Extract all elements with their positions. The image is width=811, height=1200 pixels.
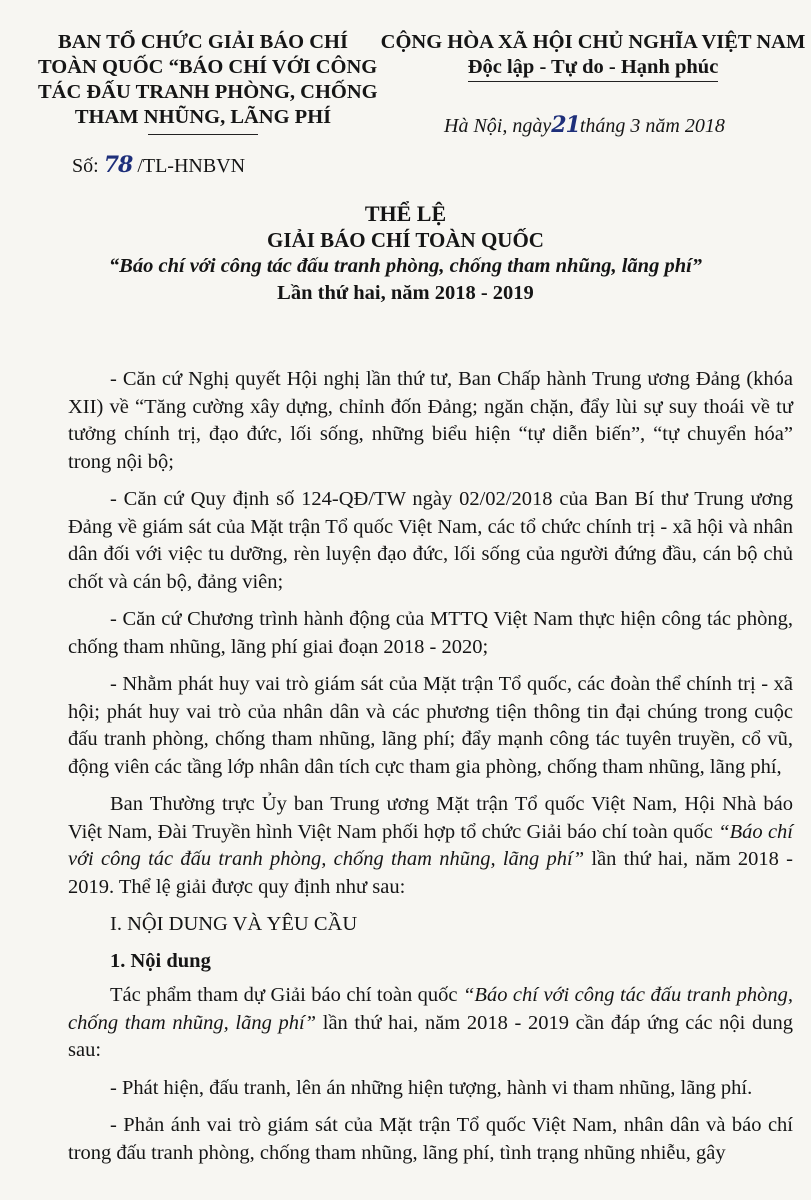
title-line-4: Lần thứ hai, năm 2018 - 2019 [277, 282, 534, 304]
org-line-4: THAM NHŨNG, LÃNG PHÍ [74, 106, 332, 128]
national-motto: Độc lập - Tự do - Hạnh phúc [468, 55, 719, 82]
paragraph-5-award-name: “Báo chí với công tác đấu tranh phòng, chống tham nhũng, lãng phí” [68, 820, 794, 870]
subheading-1: 1. Nội dung [110, 949, 211, 972]
org-line-1: BAN TỔ CHỨC GIẢI BÁO CHÍ [58, 31, 348, 53]
date-day-handwritten: 21 [551, 112, 580, 138]
title-line-1: THỂ LỆ [364, 201, 447, 226]
paragraph-5-text-b: lần thứ hai, năm 2018 - 2019. Thể lệ giải được quy định như sau: [68, 848, 793, 898]
date-suffix: tháng 3 năm 2018 [579, 115, 725, 137]
paragraph-3: - Căn cứ Chương trình hành động của MTTQ Việt Nam thực hiện công tác phòng, chống tham nhũng, lãng phí giai đoạn 2018 - 2020; [68, 608, 793, 658]
paragraph-4: - Nhằm phát huy vai trò giám sát của Mặt trận Tổ quốc, các đoàn thể chính trị - xã hội; phát huy vai trò của nhân dân và các phương tiện thông tin đại chúng trong cuộc đấu tranh phòng, chống tham nhũng, lãng phí; đẩy mạnh công tác tuyên truyền, cổ vũ, động viên các tầng lớp nhân dân tích cực tham gia phòng, chống tham nhũng, lãng phí, [68, 673, 793, 778]
number-prefix: Số: [72, 155, 99, 177]
paragraph-6-text-a: Tác phẩm tham dự Giải báo chí toàn quốc [110, 984, 458, 1006]
document-title [0, 200, 811, 307]
nation-name: CỘNG HÒA XÃ HỘI CHỦ NGHĨA VIỆT NAM [380, 31, 806, 53]
national-header [378, 30, 808, 82]
org-line-2: TOÀN QUỐC “BÁO CHÍ VỚI CÔNG [38, 56, 378, 78]
paragraph-1: - Căn cứ Nghị quyết Hội nghị lần thứ tư, Ban Chấp hành Trung ương Đảng (khóa XII) về “Tăng cường xây dựng, chỉnh đốn Đảng; ngăn chặn, đẩy lùi sự suy thoái về tư tưởng chính trị, đạo đức, lối sống, những biểu hiện “tự diễn biến”, “tự chuyển hóa” trong nội bộ; [68, 368, 793, 473]
number-value-handwritten: 78 [103, 152, 133, 178]
number-suffix: /TL-HNBVN [137, 155, 246, 177]
paragraph-5 [68, 791, 793, 901]
paragraph-8: - Phản ánh vai trò giám sát của Mặt trận Tổ quốc Việt Nam, nhân dân và báo chí trong đấu tranh phòng, chống tham nhũng, lãng phí, tình trạng nhũng nhiễu, gây [68, 1114, 793, 1164]
org-line-3: TÁC ĐẤU TRANH PHÒNG, CHỐNG [38, 81, 378, 103]
document-number [72, 152, 245, 178]
paragraph-6-award-name: “Báo chí với công tác đấu tranh phòng, chống tham nhũng, lãng phí” [68, 984, 794, 1034]
title-line-2: GIẢI BÁO CHÍ TOÀN QUỐC [267, 228, 544, 252]
paragraph-5-text-a: Ban Thường trực Ủy ban Trung ương Mặt trận Tổ quốc Việt Nam, Hội Nhà báo Việt Nam, Đài Truyền hình Việt Nam phối hợp tổ chức Giải báo chí toàn quốc [68, 793, 793, 843]
paragraph-2: - Căn cứ Quy định số 124-QĐ/TW ngày 02/02/2018 của Ban Bí thư Trung ương Đảng về giám sát của Mặt trận Tổ quốc Việt Nam, các tổ chức chính trị - xã hội và nhân dân đối với việc tu dưỡng, rèn luyện đạo đức, lối sống của người đứng đầu, cán bộ chủ chốt và cán bộ, đảng viên; [68, 488, 793, 593]
paragraph-6 [68, 982, 793, 1065]
section-heading-1: I. NỘI DUNG VÀ YÊU CẦU [110, 913, 358, 935]
paragraph-6-text-b: lần thứ hai, năm 2018 - 2019 cần đáp ứng các nội dung sau: [68, 1011, 794, 1061]
document-body [68, 366, 793, 1177]
date-prefix: Hà Nội, ngày [444, 115, 552, 137]
paragraph-7: - Phát hiện, đấu tranh, lên án những hiện tượng, hành vi tham nhũng, lãng phí. [110, 1076, 753, 1099]
title-line-3: “Báo chí với công tác đấu tranh phòng, chống tham nhũng, lãng phí” [108, 255, 703, 277]
place-and-date [444, 112, 725, 138]
issuing-organization [38, 30, 378, 130]
org-underline [148, 134, 258, 135]
